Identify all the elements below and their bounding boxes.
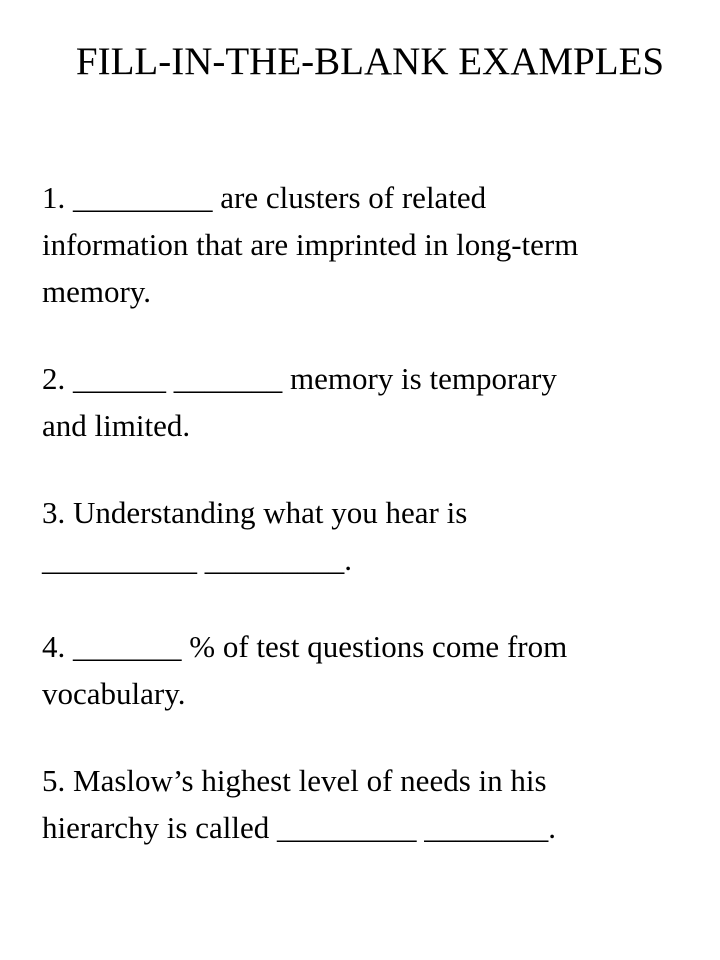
question-3-line-1: 3. Understanding what you hear is (42, 495, 468, 530)
question-1 (42, 174, 702, 315)
question-4-line-2: vocabulary. (42, 676, 186, 711)
question-5-line-2: hierarchy is called _________ ________. (42, 810, 556, 845)
question-2-line-1: 2. ______ _______ memory is temporary (42, 361, 557, 396)
question-3 (42, 489, 702, 583)
question-5 (42, 757, 702, 851)
question-2 (42, 355, 702, 449)
question-1-line-3: memory. (42, 274, 152, 309)
page-title: FILL-IN-THE-BLANK EXAMPLES (75, 40, 665, 83)
question-3-line-2: __________ _________. (42, 542, 352, 577)
question-2-line-2: and limited. (42, 408, 191, 443)
question-5-line-1: 5. Maslow’s highest level of needs in his (42, 763, 547, 798)
question-4 (42, 623, 702, 717)
question-4-line-1: 4. _______ % of test questions come from (42, 629, 568, 664)
question-list (42, 174, 702, 891)
question-1-line-1: 1. _________ are clusters of related (42, 180, 487, 215)
question-1-line-2: information that are imprinted in long-term (42, 227, 579, 262)
